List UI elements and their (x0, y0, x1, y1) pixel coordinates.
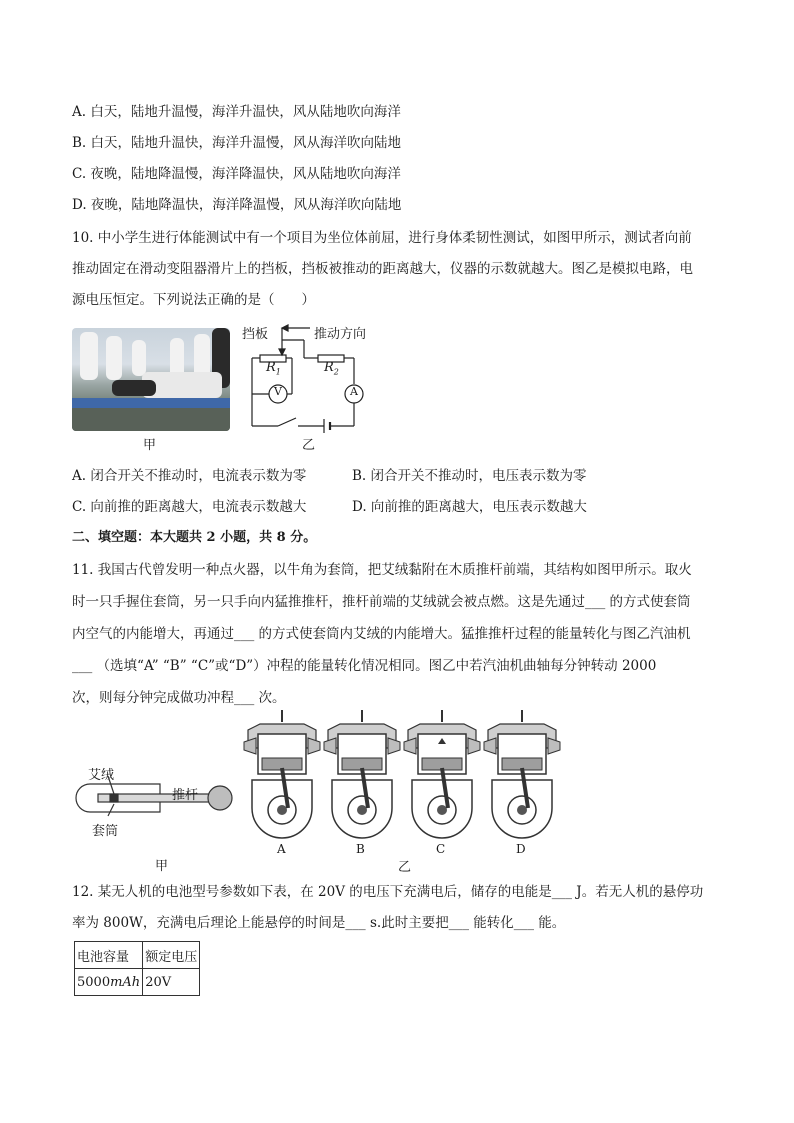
sit-and-reach-photo (72, 328, 230, 431)
figure-yi-caption-2: 乙 (398, 860, 412, 875)
q9-option-d: D. 夜晚，陆地降温快，海洋降温慢，风从海洋吹向陆地 (72, 197, 402, 213)
table-header-voltage: 额定电压 (143, 942, 200, 969)
engine-b-label: B (356, 842, 365, 856)
q10-stem-line-1: 10. 中小学生进行体能测试中有一个项目为坐位体前屈，进行身体柔韧性测试，如图甲所示，测试者向前 (72, 230, 692, 246)
table-cell-capacity: 5000mAh (75, 969, 143, 996)
q10-option-a: A. 闭合开关不推动时，电流表示数为零 (72, 468, 307, 484)
section-2-heading: 二、填空题：本大题共 2 小题，共 8 分。 (72, 530, 317, 545)
q12-stem-line-1: 12. 某无人机的电池型号参数如下表，在 20V 的电压下充满电后，储存的电能是___ J。若无人机的悬停功 (72, 884, 704, 900)
figure-jia-caption: 甲 (143, 438, 157, 453)
engine-a-label: A (277, 842, 286, 856)
q11-stem-line-2: 时一只手握住套筒，另一只手向内猛推推杆，推杆前端的艾绒就会被点燃。这是先通过___ 的方式使套筒 (72, 594, 691, 610)
rod-label: 推杆 (172, 788, 199, 803)
figure-yi-caption: 乙 (302, 438, 316, 453)
q9-option-a: A. 白天，陆地升温慢，海洋升温快，风从陆地吹向海洋 (72, 104, 401, 120)
q11-stem-line-4: ___ （选填“A” “B” “C”或“D”）冲程的能量转化情况相同。图乙中若汽油机曲轴每分钟转动 2000 (72, 658, 657, 674)
baffle-label: 挡板 (242, 327, 269, 342)
battery-table (74, 941, 200, 996)
table-header-capacity: 电池容量 (75, 942, 143, 969)
moxa-label: 艾绒 (88, 768, 115, 783)
q9-option-c: C. 夜晚，陆地降温慢，海洋降温快，风从陆地吹向海洋 (72, 166, 401, 182)
q11-stem-line-5: 次，则每分钟完成做功冲程___ 次。 (72, 690, 286, 706)
push-direction-label: 推动方向 (314, 327, 367, 342)
q10-stem-line-2: 推动固定在滑动变阻器滑片上的挡板，挡板被推动的距离越大，仪器的示数就越大。图乙是模拟电路，电 (72, 261, 693, 277)
engine-c-label: C (436, 842, 446, 856)
q12-stem-line-2: 率为 800W，充满电后理论上能悬停的时间是___ s.此时主要把___ 能转化___ 能。 (72, 915, 566, 931)
sleeve-label: 套筒 (92, 824, 119, 839)
q10-option-b: B. 闭合开关不推动时，电压表示数为零 (352, 468, 587, 484)
q10-stem-line-3: 源电压恒定。下列说法正确的是（ ） (72, 292, 315, 308)
q11-stem-line-3: 内空气的内能增大，再通过___ 的方式使套筒内艾绒的内能增大。猛推推杆过程的能量转化与图乙汽油机 (72, 626, 691, 642)
table-cell-voltage: 20V (143, 969, 200, 996)
engine-strokes-diagram (242, 708, 562, 846)
voltmeter-label: V (274, 385, 282, 398)
r1-label: $R_1$ (266, 360, 281, 377)
ammeter-label: A (350, 385, 358, 398)
q10-option-c: C. 向前推的距离越大，电流表示数越大 (72, 499, 307, 515)
figure-jia-caption-2: 甲 (155, 859, 169, 874)
r2-label: $R_2$ (324, 360, 339, 377)
engine-d-label: D (516, 842, 526, 856)
q9-option-b: B. 白天，陆地升温快，海洋升温慢，风从海洋吹向陆地 (72, 135, 402, 151)
q10-option-d: D. 向前推的距离越大，电压表示数越大 (352, 499, 587, 515)
q11-stem-line-1: 11. 我国古代曾发明一种点火器，以牛角为套筒，把艾绒黏附在木质推杆前端，其结构如图甲所示。取火 (72, 562, 692, 578)
